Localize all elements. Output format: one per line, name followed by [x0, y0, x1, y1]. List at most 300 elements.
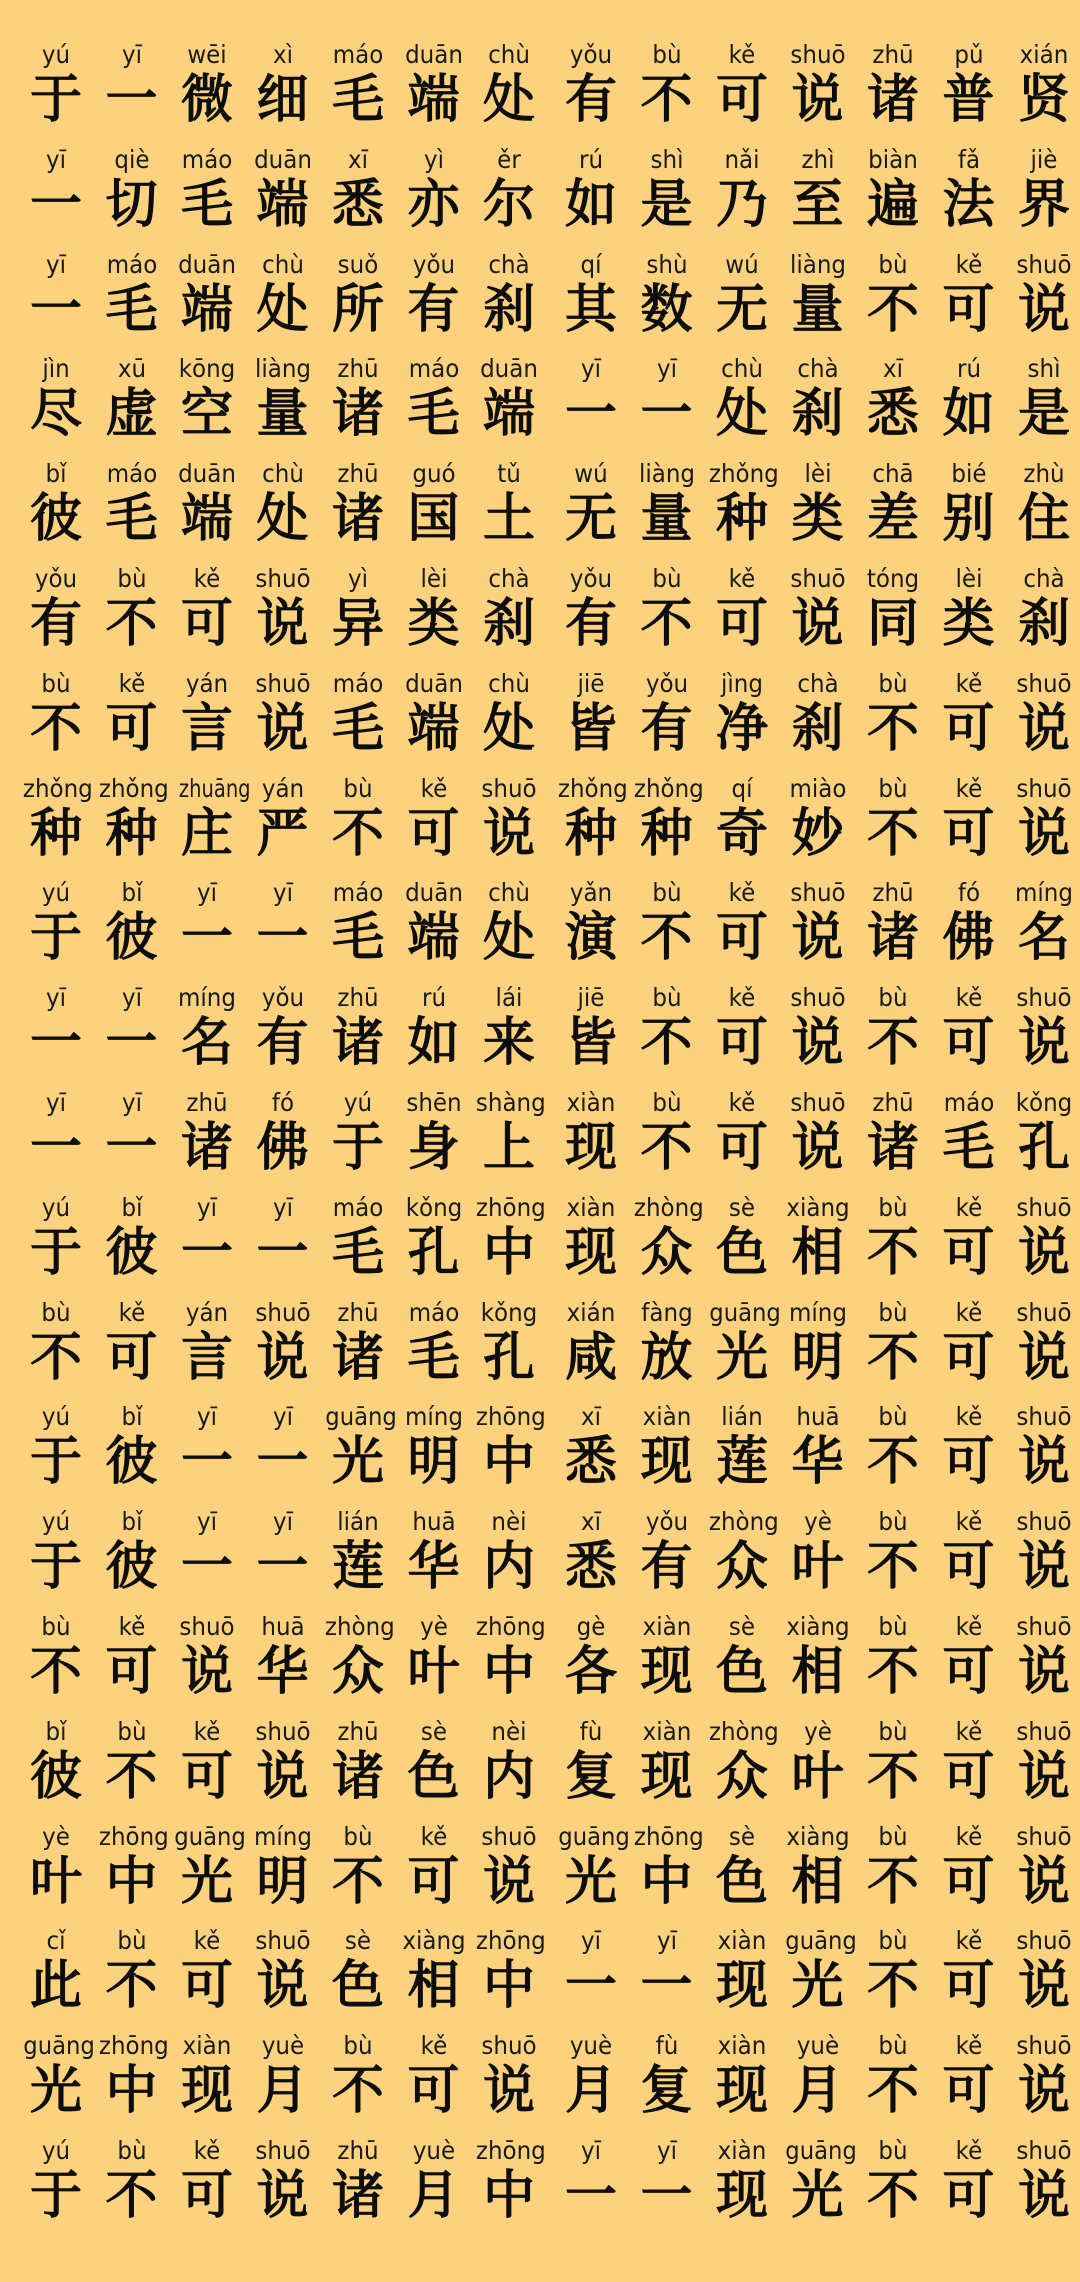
character-cell [555, 1086, 627, 1176]
character-cell [247, 1715, 319, 1805]
character-cell [398, 2029, 470, 2122]
pinyin-syllable: máo [181, 144, 233, 174]
pinyin-syllable: gè [576, 1611, 606, 1641]
character-cell [20, 1924, 92, 2017]
pinyin-syllable: lèi [420, 563, 447, 593]
character-cell [555, 38, 627, 128]
character-cell [398, 1086, 470, 1176]
character-cell [706, 248, 778, 338]
hanzi-character: 彼 [105, 1222, 158, 1283]
pinyin-syllable: nèi [491, 1507, 527, 1537]
character-cell [857, 1296, 929, 1386]
hanzi-character: 端 [180, 279, 233, 340]
character-cell [933, 1610, 1005, 1700]
pinyin-syllable: zhǒng [708, 459, 779, 489]
hanzi-character: 莲 [331, 1537, 384, 1598]
pinyin-syllable: guó [411, 459, 456, 489]
verse-line [555, 667, 1080, 772]
pinyin-syllable: kě [193, 1926, 221, 1956]
hanzi-character: 量 [640, 489, 693, 550]
pinyin-syllable: bǐ [45, 1716, 67, 1746]
pinyin-syllable: yī [272, 1192, 293, 1222]
hanzi-character: 不 [105, 1746, 158, 1807]
character-cell [322, 457, 394, 550]
character-cell [933, 1296, 1005, 1386]
hanzi-character: 叶 [791, 1746, 844, 1807]
hanzi-character: 华 [407, 1537, 460, 1598]
hanzi-character: 庄 [180, 803, 233, 864]
pinyin-syllable: zhuāng [178, 773, 251, 803]
pinyin-syllable: bù [878, 1402, 908, 1432]
character-cell [555, 1924, 627, 2017]
hanzi-character: 中 [482, 1432, 535, 1493]
character-cell [631, 876, 703, 969]
hanzi-character: 说 [1017, 1222, 1070, 1283]
pinyin-syllable: bǐ [120, 1507, 142, 1537]
hanzi-character: 同 [866, 593, 919, 654]
character-cell [782, 1400, 854, 1493]
hanzi-character: 诸 [331, 489, 384, 550]
hanzi-character: 叶 [791, 1537, 844, 1598]
hanzi-character: 不 [640, 908, 693, 969]
hanzi-character: 佛 [256, 1117, 309, 1178]
hanzi-character: 一 [180, 1432, 233, 1493]
hanzi-character: 复 [640, 2061, 693, 2122]
character-cell [96, 1296, 168, 1386]
character-cell [398, 1924, 470, 2017]
pinyin-syllable: kě [728, 878, 756, 908]
pinyin-syllable: shuō [1016, 668, 1072, 698]
pinyin-syllable: yī [656, 2135, 677, 2165]
hanzi-character: 可 [942, 1327, 995, 1388]
pinyin-syllable: zhū [872, 878, 914, 908]
pinyin-syllable: guāng [784, 2135, 857, 2165]
hanzi-character: 毛 [331, 1222, 384, 1283]
pinyin-syllable: chù [261, 249, 304, 279]
pinyin-syllable: yì [423, 144, 444, 174]
hanzi-character: 可 [942, 1537, 995, 1598]
pinyin-syllable: bù [41, 1297, 71, 1327]
character-cell [1008, 248, 1080, 338]
character-cell [933, 876, 1005, 969]
character-cell [1008, 1400, 1080, 1493]
pinyin-syllable: yī [196, 878, 218, 908]
hanzi-character: 不 [640, 1117, 693, 1178]
character-cell [20, 2134, 92, 2224]
hanzi-character: 端 [256, 174, 309, 235]
hanzi-character: 可 [105, 1327, 158, 1388]
character-cell [171, 1296, 243, 1386]
pinyin-syllable: bù [651, 1087, 682, 1117]
pinyin-syllable: zhū [872, 40, 914, 69]
verse-line [555, 457, 1080, 562]
character-cell [247, 457, 319, 550]
hanzi-character: 一 [564, 2165, 617, 2226]
hanzi-character: 诸 [866, 1117, 919, 1178]
hanzi-character: 于 [29, 70, 82, 130]
character-cell [933, 772, 1005, 862]
character-cell [933, 2134, 1005, 2224]
pinyin-syllable: liàng [638, 459, 695, 489]
character-cell [247, 1505, 319, 1598]
pinyin-syllable: bù [116, 563, 147, 593]
pinyin-syllable: shuō [1016, 2135, 1072, 2165]
hanzi-character: 不 [866, 698, 919, 759]
character-cell [20, 248, 92, 338]
character-cell [20, 38, 92, 128]
hanzi-character: 说 [256, 1746, 309, 1807]
hanzi-character: 种 [29, 803, 82, 864]
character-cell [473, 876, 545, 969]
hanzi-character: 刹 [482, 279, 535, 340]
character-cell [1008, 1610, 1080, 1700]
hanzi-character: 是 [1017, 384, 1070, 445]
character-cell [1008, 38, 1080, 128]
hanzi-character: 一 [180, 1537, 233, 1598]
character-cell [1008, 1191, 1080, 1281]
character-cell [782, 1086, 854, 1176]
hanzi-character: 明 [791, 1327, 844, 1388]
pinyin-syllable: míng [788, 1297, 847, 1327]
pinyin-syllable: kě [955, 773, 982, 803]
hanzi-character: 光 [331, 1432, 384, 1493]
hanzi-character: 种 [715, 489, 768, 550]
hanzi-character: 悉 [564, 1537, 617, 1598]
pinyin-syllable: yǒu [412, 249, 455, 279]
hanzi-character: 叶 [407, 1641, 460, 1702]
character-cell [96, 981, 168, 1074]
character-cell [631, 2029, 703, 2122]
pinyin-syllable: yī [45, 144, 67, 174]
character-cell [782, 981, 854, 1074]
hanzi-character: 有 [640, 698, 693, 759]
character-cell [706, 1400, 778, 1493]
hanzi-character: 说 [1017, 2165, 1070, 2226]
verse-line [20, 457, 545, 562]
character-cell [857, 248, 929, 338]
hanzi-character: 一 [640, 2165, 693, 2226]
pinyin-syllable: yī [196, 1192, 218, 1222]
hanzi-character: 彼 [105, 1432, 158, 1493]
hanzi-character: 现 [640, 1746, 693, 1807]
pinyin-syllable: bù [878, 1507, 908, 1537]
pinyin-syllable: bù [651, 983, 682, 1013]
pinyin-syllable: yuè [412, 2135, 455, 2165]
pinyin-syllable: duān [253, 144, 312, 174]
verse-line [20, 1715, 545, 1820]
character-cell [398, 2134, 470, 2224]
verse-line [20, 1086, 545, 1191]
character-cell [555, 1610, 627, 1700]
hanzi-character: 一 [29, 1013, 82, 1074]
hanzi-character: 一 [640, 1956, 693, 2017]
hanzi-character: 说 [256, 593, 309, 654]
hanzi-character: 孔 [1017, 1117, 1070, 1178]
pinyin-syllable: rú [578, 144, 604, 174]
verse-line [20, 352, 545, 457]
hanzi-character: 众 [715, 1537, 768, 1598]
pinyin-syllable: zhǒng [557, 773, 628, 803]
pinyin-syllable: xiàn [717, 2031, 767, 2061]
hanzi-character: 毛 [180, 174, 233, 235]
hanzi-character: 端 [407, 698, 460, 759]
character-cell [631, 1820, 703, 1910]
verse-line [555, 772, 1080, 877]
hanzi-character: 色 [715, 1222, 768, 1283]
hanzi-character: 处 [715, 384, 768, 445]
pinyin-syllable: shuō [1016, 773, 1072, 803]
character-cell [555, 457, 627, 550]
character-cell [706, 352, 778, 445]
hanzi-character: 于 [29, 1537, 82, 1598]
character-cell [96, 2134, 168, 2224]
hanzi-character: 诸 [866, 70, 919, 130]
pinyin-syllable: fù [655, 2031, 678, 2061]
hanzi-character: 明 [407, 1432, 460, 1493]
pinyin-syllable: shuō [1016, 1926, 1072, 1956]
pinyin-syllable: yǒu [569, 40, 613, 69]
pinyin-syllable: yǎn [569, 878, 613, 908]
hanzi-character: 说 [1017, 1746, 1070, 1807]
character-cell [398, 1191, 470, 1281]
pinyin-syllable: jìn [42, 354, 70, 384]
character-cell [247, 248, 319, 338]
character-cell [20, 876, 92, 969]
character-cell [1008, 562, 1080, 652]
pinyin-syllable: bù [878, 668, 908, 698]
pinyin-syllable: biàn [868, 144, 918, 174]
hanzi-character: 中 [105, 2061, 158, 2122]
pinyin-syllable: yī [580, 2135, 602, 2165]
character-cell [857, 1191, 929, 1281]
hanzi-character: 内 [482, 1537, 535, 1598]
character-cell [857, 667, 929, 757]
character-cell [857, 38, 929, 128]
hanzi-character: 说 [1017, 1851, 1070, 1912]
hanzi-character: 不 [866, 803, 919, 864]
character-cell [473, 1086, 545, 1176]
hanzi-character: 可 [180, 1956, 233, 2017]
character-cell [706, 1086, 778, 1176]
pinyin-syllable: ěr [497, 144, 521, 174]
pinyin-syllable: qí [731, 773, 753, 803]
hanzi-character: 有 [564, 70, 617, 130]
character-cell [933, 248, 1005, 338]
character-cell [555, 1505, 627, 1598]
pinyin-syllable: yī [121, 983, 142, 1013]
character-cell [631, 562, 703, 652]
hanzi-character: 端 [407, 70, 460, 130]
hanzi-character: 一 [180, 908, 233, 969]
character-cell [322, 2029, 394, 2122]
pinyin-syllable: suǒ [337, 249, 379, 279]
hanzi-character: 孔 [407, 1222, 460, 1283]
hanzi-character: 悉 [564, 1432, 617, 1493]
character-cell [933, 1715, 1005, 1805]
hanzi-character: 可 [715, 70, 768, 130]
pinyin-syllable: yī [580, 354, 602, 384]
pinyin-syllable: míng [1015, 878, 1073, 908]
hanzi-character: 端 [407, 908, 460, 969]
character-cell [1008, 1505, 1080, 1598]
hanzi-character: 色 [715, 1641, 768, 1702]
pinyin-syllable: duān [404, 878, 463, 908]
character-cell [171, 1820, 246, 1912]
character-cell [706, 2134, 778, 2224]
pinyin-syllable: yī [656, 1926, 677, 1956]
hanzi-character: 处 [256, 489, 309, 550]
pinyin-syllable: yī [121, 40, 142, 69]
character-cell [555, 667, 627, 757]
pinyin-syllable: xián [1019, 40, 1069, 69]
character-cell [933, 143, 1005, 233]
hanzi-character: 不 [105, 2165, 158, 2226]
character-cell [247, 1820, 319, 1910]
verse-line [555, 2029, 1080, 2134]
character-cell [398, 143, 470, 233]
hanzi-character: 身 [407, 1117, 460, 1178]
hanzi-character: 毛 [407, 384, 460, 445]
hanzi-character: 说 [1017, 279, 1070, 340]
pinyin-syllable: zhì [800, 144, 835, 174]
pinyin-syllable: zhōng [475, 1611, 546, 1641]
hanzi-character: 数 [640, 279, 693, 340]
hanzi-character: 可 [942, 1432, 995, 1493]
hanzi-character: 妙 [791, 803, 844, 864]
character-cell [322, 1610, 394, 1700]
pinyin-syllable: yú [343, 1087, 373, 1117]
hanzi-character: 言 [180, 1327, 233, 1388]
hanzi-character: 不 [866, 279, 919, 340]
character-cell [96, 1086, 168, 1176]
character-cell [171, 352, 243, 445]
character-cell [857, 876, 929, 969]
pinyin-syllable: zhōng [475, 2135, 546, 2165]
character-cell [631, 981, 703, 1074]
character-cell [398, 1505, 470, 1598]
character-cell [171, 1086, 243, 1176]
pinyin-syllable: zhōng [633, 1821, 704, 1851]
character-cell [171, 772, 251, 864]
character-cell [473, 981, 545, 1074]
character-cell [473, 1610, 545, 1700]
hanzi-character: 不 [866, 1222, 919, 1283]
character-cell [171, 2029, 243, 2122]
pinyin-syllable: sè [728, 1611, 756, 1641]
character-cell [782, 1505, 854, 1598]
hanzi-character: 毛 [331, 698, 384, 759]
hanzi-character: 此 [29, 1956, 82, 2017]
character-cell [631, 2134, 703, 2224]
pinyin-syllable: kōng [178, 354, 236, 384]
hanzi-character: 刹 [791, 384, 844, 445]
character-cell [555, 1191, 627, 1281]
character-cell [20, 1505, 92, 1598]
hanzi-character: 孔 [482, 1327, 535, 1388]
verse-line [20, 1924, 545, 2029]
verse-line [20, 876, 545, 981]
hanzi-character: 说 [482, 2061, 535, 2122]
character-cell [933, 352, 1005, 445]
hanzi-character: 光 [564, 1851, 617, 1912]
character-cell [782, 1820, 854, 1910]
character-cell [322, 1715, 394, 1805]
pinyin-syllable: shēn [405, 1087, 462, 1117]
pinyin-syllable: yǒu [645, 1507, 688, 1537]
pinyin-syllable: yán [261, 773, 304, 803]
character-cell [171, 457, 243, 550]
pinyin-syllable: bù [116, 1926, 147, 1956]
hanzi-character: 说 [1017, 1432, 1070, 1493]
pinyin-syllable: kě [118, 1611, 145, 1641]
character-cell [322, 248, 394, 338]
hanzi-character: 可 [180, 1746, 233, 1807]
hanzi-character: 现 [715, 1956, 768, 2017]
pinyin-syllable: zhǒng [98, 773, 169, 803]
hanzi-character: 现 [715, 2061, 768, 2122]
character-cell [96, 352, 168, 445]
hanzi-character: 彼 [29, 489, 82, 550]
pinyin-syllable: yī [45, 249, 67, 279]
character-cell [706, 1820, 778, 1910]
pinyin-syllable: kě [955, 1611, 982, 1641]
hanzi-character: 处 [482, 698, 535, 759]
hanzi-character: 现 [564, 1222, 617, 1283]
hanzi-character: 毛 [105, 489, 158, 550]
pinyin-syllable: xī [580, 1507, 602, 1537]
hanzi-character: 月 [407, 2165, 460, 2226]
pinyin-syllable: shù [645, 249, 688, 279]
hanzi-character: 不 [29, 698, 82, 759]
character-cell [247, 1400, 319, 1493]
hanzi-character: 严 [256, 803, 309, 864]
pinyin-syllable: bù [878, 1821, 908, 1851]
pinyin-syllable: máo [106, 459, 157, 489]
pinyin-syllable: yú [41, 40, 71, 69]
character-cell [1008, 1715, 1080, 1805]
pinyin-syllable: shuō [789, 878, 846, 908]
pinyin-syllable: wú [574, 459, 608, 489]
character-cell [247, 562, 319, 652]
pinyin-syllable: lèi [804, 459, 831, 489]
character-cell [857, 1715, 929, 1805]
hanzi-character: 中 [482, 2165, 535, 2226]
pinyin-syllable: guāng [325, 1402, 397, 1432]
pinyin-syllable: yǒu [261, 983, 304, 1013]
hanzi-character: 普 [942, 70, 995, 130]
pinyin-syllable: zhòng [708, 1507, 779, 1537]
character-cell [96, 1924, 168, 2017]
pinyin-syllable: zhòng [324, 1611, 395, 1641]
hanzi-character: 类 [407, 593, 460, 654]
pinyin-syllable: yī [272, 878, 293, 908]
character-cell [398, 876, 470, 969]
hanzi-character: 不 [331, 803, 384, 864]
hanzi-character: 界 [1017, 174, 1070, 235]
character-cell [398, 1610, 470, 1700]
pinyin-syllable: kě [728, 983, 756, 1013]
verse-line [20, 1400, 545, 1505]
character-cell [20, 772, 92, 862]
hanzi-character: 无 [564, 489, 617, 550]
hanzi-character: 是 [640, 174, 693, 235]
character-cell [247, 2029, 319, 2122]
character-cell [857, 1400, 929, 1493]
pinyin-syllable: shuō [1016, 1821, 1072, 1851]
pinyin-syllable: shuō [1016, 1297, 1072, 1327]
hanzi-character: 说 [1017, 1013, 1070, 1074]
hanzi-character: 说 [256, 1327, 309, 1388]
